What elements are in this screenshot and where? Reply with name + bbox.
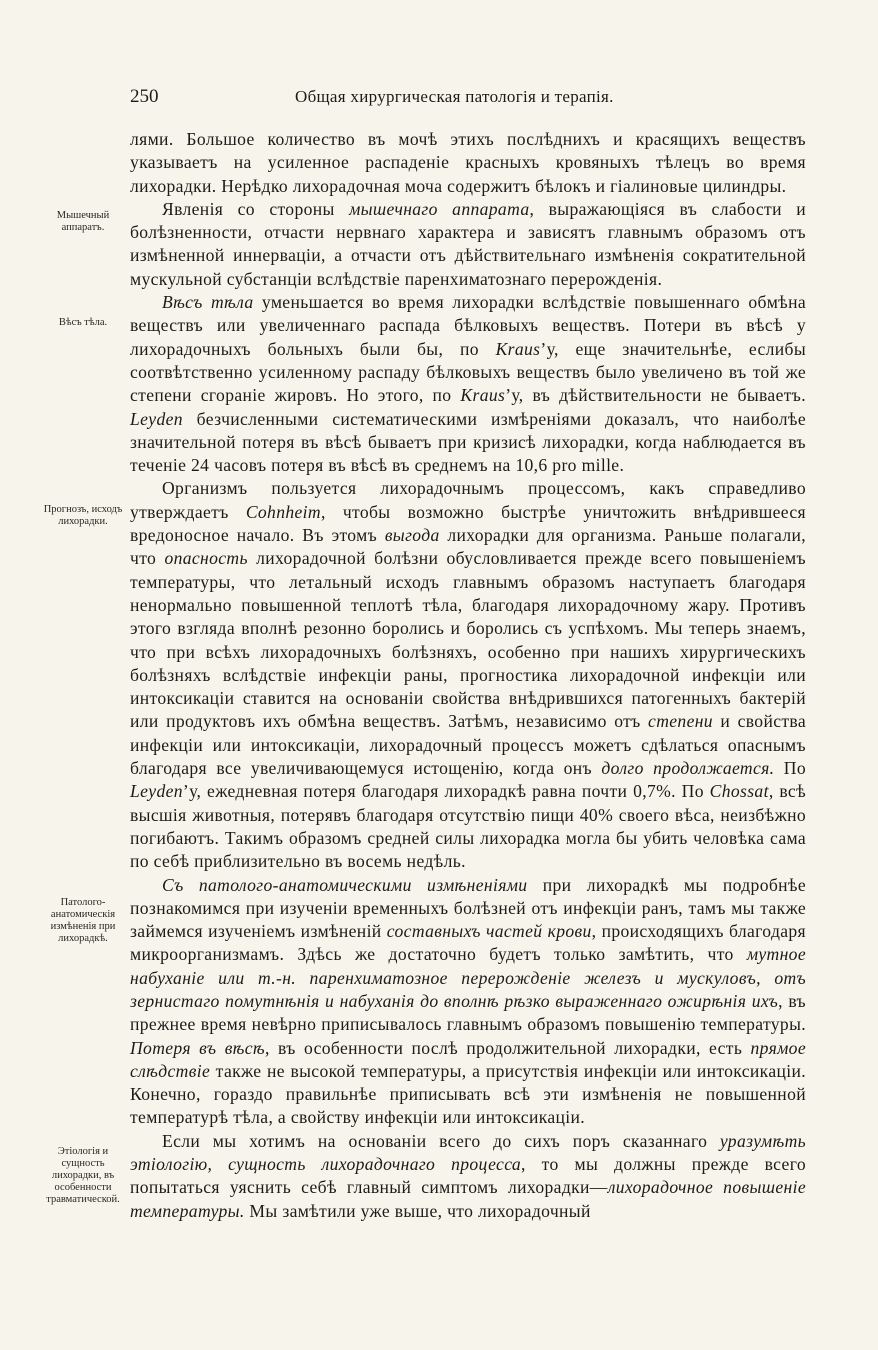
- italic-term: степени: [648, 711, 713, 732]
- page-header: [130, 86, 806, 110]
- author-name: Kraus: [460, 385, 506, 406]
- italic-term: Потеря въ вѣсѣ: [130, 1037, 266, 1058]
- page-number: 250: [130, 86, 159, 107]
- text: , чтобы возможно быстрѣе уничтожить внѣдрившееся вредоносное начало. Въ этомъ: [130, 501, 806, 546]
- text: , выражающіяся въ слабости и болѣзненности, отчасти нервнаго характера и зависятъ главнымъ образомъ отъ измѣненной иннерваціи, а отчасти отъ дѣйствительнаго измѣненія сократительной мускульной субстанціи вслѣдствіе паренхиматознаго перерожденія.: [130, 198, 806, 289]
- text: ’у, въ дѣйствительности не бываетъ.: [505, 385, 806, 406]
- margin-note-weight: Вѣсъ тѣла.: [58, 317, 108, 328]
- running-title: Общая хирургическая патологія и терапія.: [295, 87, 614, 106]
- author-name: Leyden: [130, 781, 183, 802]
- author-name: Kraus: [495, 338, 541, 359]
- paragraph-etiology: [130, 1130, 806, 1223]
- italic-term: Вѣсъ тѣла: [162, 292, 254, 313]
- text: лихорадки для организма. Раньше полагали, что: [130, 525, 806, 569]
- italic-term: мышечнаго аппарата: [349, 198, 530, 219]
- text: Мы замѣтили уже выше, что лихорадочный: [244, 1200, 591, 1221]
- italic-term: мутное набуханіе или т.-н. паренхиматозное перерожденіе железъ и мускуловъ, отъ зернистаго помутнѣнія и набуханія до вполнѣ рѣзко выраженнаго ожирѣнія ихъ: [130, 944, 806, 1011]
- text: Организмъ пользуется лихорадочнымъ процессомъ, какъ справедливо утверждаетъ: [130, 478, 806, 522]
- paragraph-urine: [130, 128, 806, 198]
- text: при лихорадкѣ мы подробнѣе познакомимся при изученіи временныхъ болѣзней отъ инфекціи ранъ, тамъ мы также займемся изученіемъ измѣненій: [130, 874, 806, 942]
- paragraph-muscular: [130, 198, 806, 291]
- text: уменьшается во время лихорадки вслѣдствіе повышеннаго обмѣна веществъ или увеличеннаго распада бѣлковыхъ веществъ. Потери въ вѣсѣ у лихорадочныхъ больныхъ были бы, по: [130, 292, 807, 359]
- italic-term: составныхъ частей крови: [386, 921, 592, 942]
- text: , то мы должны прежде всего попытаться уяснить себѣ главный симптомъ лихорадки—: [130, 1154, 806, 1198]
- author-name: Chossat: [709, 781, 769, 802]
- text: и свойства инфекціи или интоксикаціи, лихорадочный процессъ можетъ сдѣлаться опаснымъ благодаря все увеличивающемуся истощенію, когда онъ: [130, 711, 806, 779]
- text: , въ особенности послѣ продолжительной лихорадки, есть: [265, 1037, 751, 1058]
- margin-note-pathoanatomic: Патолого-анатомическія измѣненія при лихорадкѣ.: [50, 897, 116, 944]
- text: Явленія со стороны: [162, 198, 350, 219]
- text: , въ прежнее время невѣрно приписывалось главнымъ образомъ повышенію температуры.: [130, 990, 806, 1035]
- text: лями. Большое количество въ мочѣ этихъ послѣднихъ и красящихъ веществъ указываетъ на усиленное распаденіе красныхъ кровяныхъ тѣлецъ во время лихорадки. Нерѣдко лихорадочная моча содержитъ бѣлокъ и гіалиновые цилиндры.: [130, 129, 806, 196]
- paragraph-weight: [130, 291, 806, 477]
- margin-note-muscular: Мышечный аппаратъ.: [56, 210, 110, 233]
- margin-note-prognosis: Прогнозъ, исходъ лихорадки.: [43, 504, 123, 527]
- italic-term: долго продолжается.: [601, 758, 775, 779]
- italic-term: прямое слѣдствіе: [130, 1037, 806, 1081]
- text: , всѣ высшія животныя, потерявъ благодаря отсутствію пищи 40% своего вѣса, неизбѣжно погибаютъ. Такимъ образомъ средней силы лихорадка могла бы убить человѣка сама по себѣ приблизительно въ восемь недѣль.: [130, 781, 806, 872]
- margin-note-etiology: Этіологія и сущность лихорадки, въ особенности травматической.: [46, 1146, 120, 1205]
- text: , происходящихъ благодаря микроорганизмамъ. Здѣсь же достаточно будетъ только замѣтить, что: [130, 921, 806, 965]
- italic-term: опасность: [164, 548, 248, 569]
- author-name: Leyden: [130, 408, 183, 429]
- text: ’у, еще значительнѣе, еслибы соотвѣтственно усиленному распаду бѣлковыхъ веществъ было увеличено въ той же степени сгораніе жировъ. Но этого, по: [130, 338, 806, 406]
- text: лихорадочной болѣзни обусловливается прежде всего повышеніемъ температуры, что летальный исходъ главнымъ образомъ наступаетъ благодаря ненормально повышенной теплотѣ тѣла, благодаря лихорадочному жару. Противъ этого взгляда вполнѣ резонно боролись и боролись съ успѣхомъ. Мы теперь знаемъ, что при всѣхъ лихорадочныхъ болѣзняхъ, особенно при нашихъ хирургическихъ болѣзняхъ вслѣдствіе инфекціи раны, прогностика лихорадочной инфекціи или интоксикаціи ставится на основаніи свойства внѣдрившихся патогенныхъ бактерій или продуктовъ ихъ обмѣна веществъ. Затѣмъ, независимо отъ: [130, 548, 806, 732]
- italic-term: Съ патолого-анатомическими измѣненіями: [162, 874, 528, 895]
- paragraph-pathoanatomic: [130, 874, 806, 1130]
- text: безчисленными систематическими измѣреніями доказалъ, что наиболѣе значительной потеря въ вѣсѣ бываетъ при кризисѣ лихорадки, когда наблюдается въ теченіе 24 часовъ потеря въ вѣсѣ въ среднемъ на 10,6 pro mille.: [130, 408, 806, 476]
- italic-term: лихорадочное повышеніе температуры.: [130, 1177, 806, 1221]
- italic-term: выгода: [384, 525, 440, 546]
- text: также не высокой температуры, а присутствія инфекціи или интоксикаціи. Конечно, гораздо правильнѣе приписывать всѣ эти измѣненія не повышенной температурѣ тѣла, а свойству инфекціи или интоксикаціи.: [130, 1060, 806, 1128]
- paragraph-prognosis: [130, 477, 806, 873]
- text: ’у, ежедневная потеря благодаря лихорадкѣ равна почти 0,7%. По: [182, 781, 710, 802]
- italic-term: уразумѣть этіологію, сущность лихорадочнаго процесса: [130, 1130, 806, 1175]
- body-text: [130, 128, 806, 1223]
- text: По: [774, 758, 806, 779]
- author-name: Cohnheim: [245, 501, 321, 522]
- text: Если мы хотимъ на основаніи всего до сихъ поръ сказаннаго: [162, 1130, 720, 1151]
